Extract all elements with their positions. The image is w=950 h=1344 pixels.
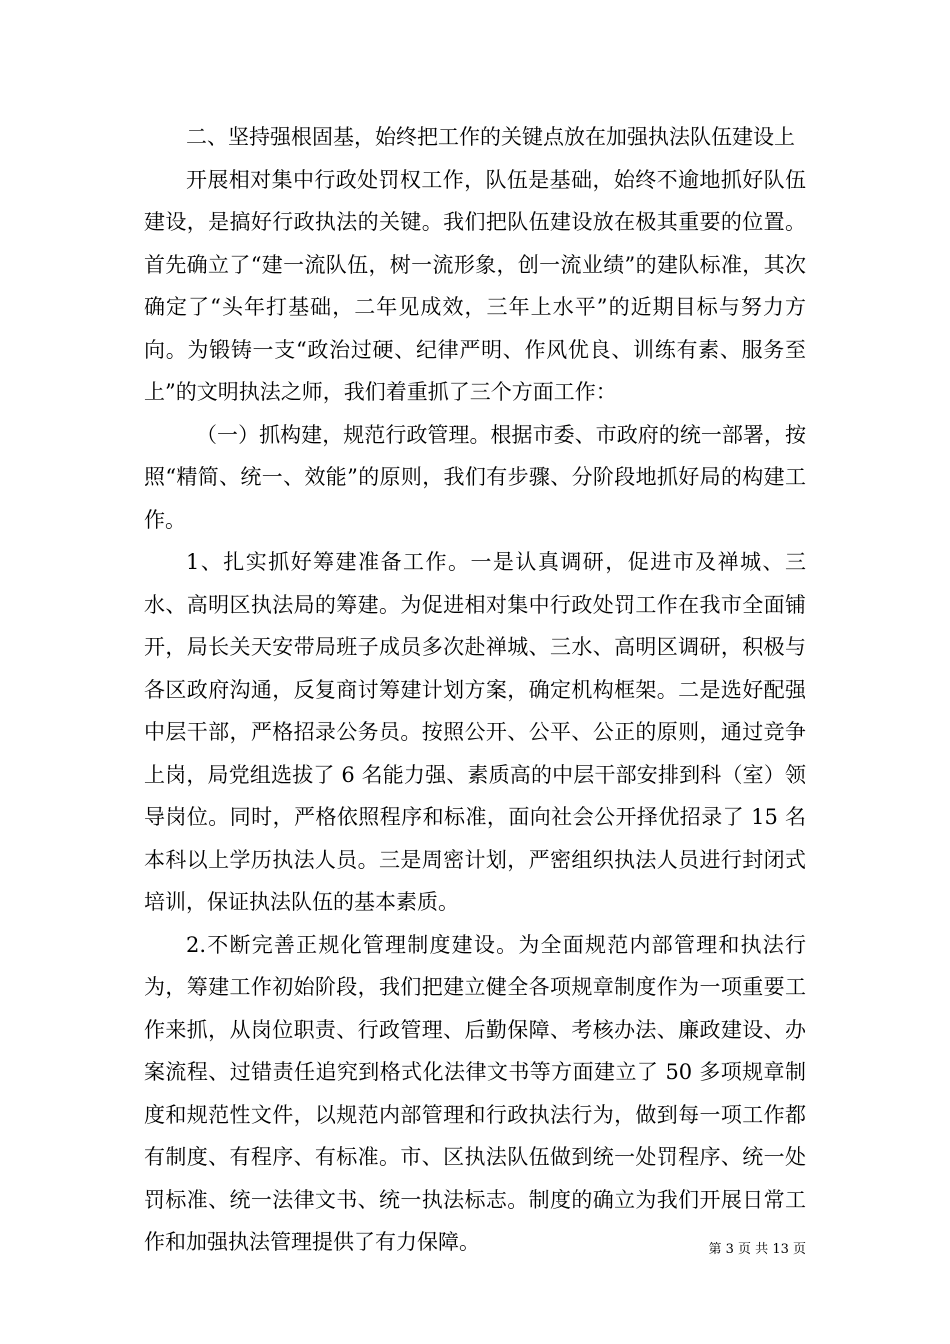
document-body [144, 116, 806, 1264]
page-number: 第 3 页 共 13 页 [708, 1242, 806, 1257]
section-heading: 二、坚持强根固基，始终把工作的关键点放在加强执法队伍建设上 [186, 125, 795, 149]
paragraph-item-two: 2.不断完善正规化管理制度建设。为全面规范内部管理和执法行为，筹建工作初始阶段，我们把建立健全各项规章制度作为一项重要工作来抓，从岗位职责、行政管理、后勤保障、考核办法、廉政建设、办案流程、过错责任追究到格式化法律文书等方面建立了 50 多项规章制度和规范性文件，以规范内部管理和行政执法行为，做到每一项工作都有制度、有程序、有标准。市、区执法队伍做到统一处罚程序、统一处罚标准、统一法律文书、统一执法标志。制度的确立为我们开展日常工作和加强执法管理提供了有力保障。 [144, 932, 806, 1254]
paragraph-subsection-one: （一）抓构建，规范行政管理。根据市委、市政府的统一部署，按照“精简、统一、效能”的原则，我们有步骤、分阶段地抓好局的构建工作。 [144, 422, 806, 532]
paragraph-item-one: 1、扎实抓好筹建准备工作。一是认真调研，促进市及禅城、三水、高明区执法局的筹建。为促进相对集中行政处罚工作在我市全面铺开，局长关天安带局班子成员多次赴禅城、三水、高明区调研，积极与各区政府沟通，反复商讨筹建计划方案，确定机构框架。二是选好配强中层干部，严格招录公务员。按照公开、公平、公正的原则，通过竞争上岗，局党组选拔了 6 名能力强、素质高的中层干部安排到科（室）领导岗位。同时，严格依照程序和标准，面向社会公开择优招录了 15 名本科以上学历执法人员。三是周密计划，严密组织执法人员进行封闭式培训，保证执法队伍的基本素质。 [144, 550, 806, 914]
paragraph-team-building: 开展相对集中行政处罚权工作，队伍是基础，始终不逾地抓好队伍建设，是搞好行政执法的关键。我们把队伍建设放在极其重要的位置。首先确立了“建一流队伍，树一流形象，创一流业绩”的建队标准，其次确定了“头年打基础，二年见成效，三年上水平”的近期目标与努力方向。为锻铸一支“政治过硬、纪律严明、作风优良、训练有素、服务至上”的文明执法之师，我们着重抓了三个方面工作： [144, 167, 806, 404]
